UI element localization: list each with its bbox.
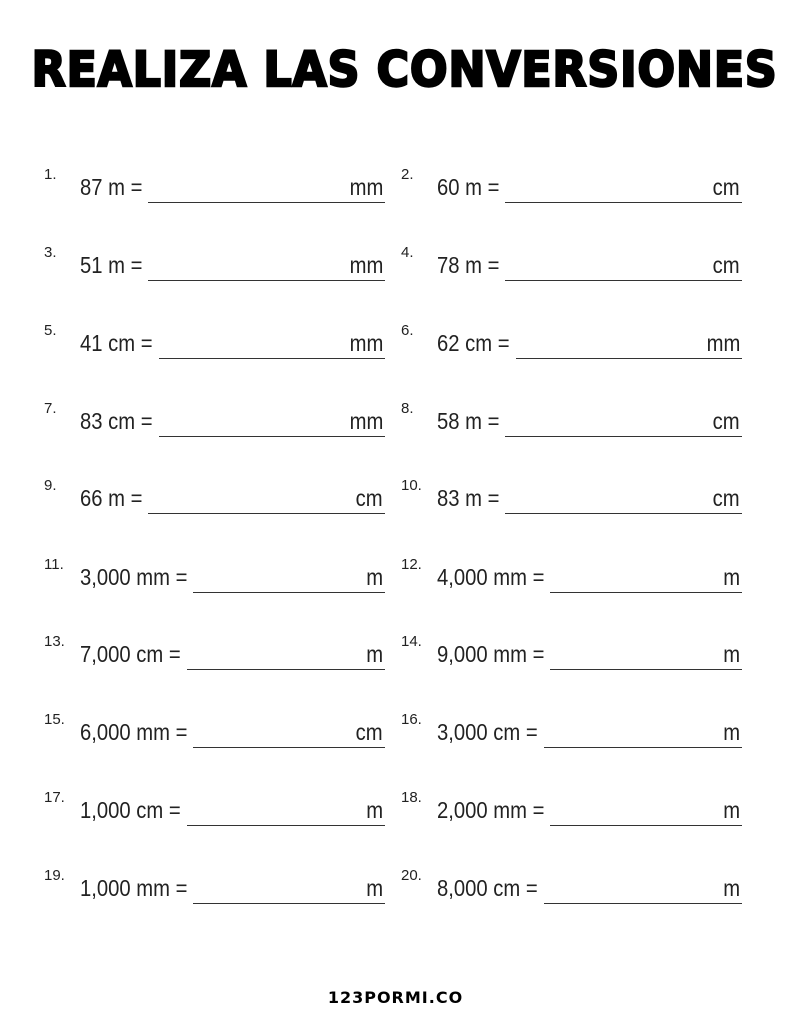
problem-number: 1. [44,166,57,183]
problem-expression: 6,000 mm = [80,719,188,745]
problem-expression: 66 m = [80,485,143,511]
problem-expression: 87 m = [80,174,143,200]
target-unit: m [366,641,383,667]
site-footer: 123PORMI.CO [327,988,464,1007]
answer-blank[interactable] [550,797,742,826]
problem-number: 9. [44,477,57,494]
problem-item [0,789,791,829]
problem-item [0,556,791,596]
target-unit: cm [356,719,383,745]
target-unit: m [723,797,740,823]
problem-expression: 78 m = [437,252,500,278]
target-unit: cm [713,485,740,511]
problem-expression: 58 m = [437,408,500,434]
target-unit: mm [349,174,383,200]
target-unit: cm [713,174,740,200]
problem-expression: 9,000 mm = [437,641,545,667]
answer-blank[interactable] [550,641,742,670]
target-unit: mm [349,330,383,356]
problem-expression: 60 m = [437,174,500,200]
answer-blank[interactable] [544,719,742,748]
answer-blank[interactable] [550,564,742,593]
problem-number: 19. [44,867,65,884]
target-unit: mm [349,408,383,434]
problem-number: 5. [44,322,57,339]
answer-blank[interactable] [505,174,742,203]
problem-number: 7. [44,400,57,417]
target-unit: m [366,564,383,590]
problem-number: 18. [401,789,422,806]
target-unit: m [723,719,740,745]
target-unit: cm [356,485,383,511]
target-unit: m [366,797,383,823]
target-unit: mm [349,252,383,278]
problem-number: 6. [401,322,414,339]
problem-expression: 3,000 mm = [80,564,188,590]
target-unit: m [723,641,740,667]
problem-number: 14. [401,633,422,650]
problem-expression: 51 m = [80,252,143,278]
answer-blank[interactable] [505,408,742,437]
problem-number: 2. [401,166,414,183]
problem-expression: 83 m = [437,485,500,511]
problem-item [0,166,791,206]
target-unit: mm [706,330,740,356]
problem-expression: 7,000 cm = [80,641,181,667]
answer-blank[interactable] [544,875,742,904]
problem-number: 13. [44,633,65,650]
problem-number: 11. [44,556,64,573]
problem-item [0,400,791,440]
problem-expression: 62 cm = [437,330,510,356]
target-unit: cm [713,408,740,434]
problem-item [0,244,791,284]
answer-blank[interactable] [505,252,742,281]
problem-item [0,322,791,362]
problem-number: 12. [401,556,422,573]
problem-expression: 1,000 cm = [80,797,181,823]
answer-blank[interactable] [516,330,742,359]
problem-expression: 8,000 cm = [437,875,538,901]
target-unit: m [723,875,740,901]
page-title: REALIZA LAS CONVERSIONES [31,42,778,98]
problem-expression: 41 cm = [80,330,153,356]
problem-expression: 3,000 cm = [437,719,538,745]
problem-number: 15. [44,711,65,728]
target-unit: cm [713,252,740,278]
problem-expression: 2,000 mm = [437,797,545,823]
problem-expression: 4,000 mm = [437,564,545,590]
problem-number: 10. [401,477,422,494]
problem-expression: 1,000 mm = [80,875,188,901]
problem-item [0,867,791,907]
problem-number: 8. [401,400,414,417]
problem-number: 3. [44,244,57,261]
problem-item [0,633,791,673]
target-unit: m [366,875,383,901]
problem-number: 20. [401,867,422,884]
problem-number: 4. [401,244,414,261]
target-unit: m [723,564,740,590]
problem-number: 17. [44,789,65,806]
problem-item [0,711,791,751]
problem-number: 16. [401,711,422,728]
problem-item [0,477,791,517]
answer-blank[interactable] [505,485,742,514]
problem-expression: 83 cm = [80,408,153,434]
